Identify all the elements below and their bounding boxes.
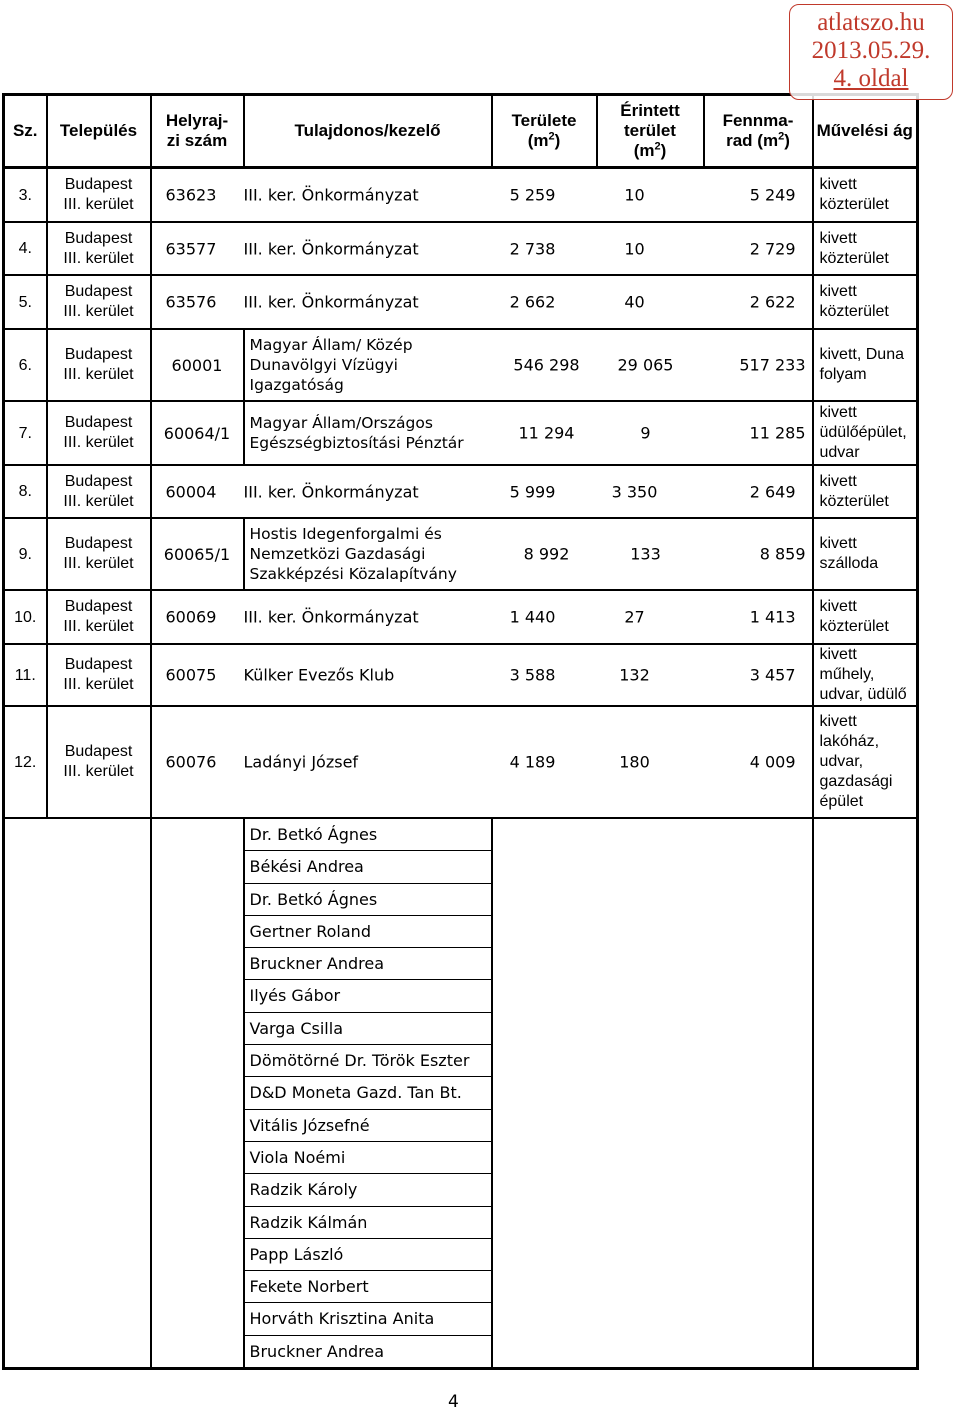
settlement-district: III. kerület: [63, 763, 134, 780]
row-number: 12.: [4, 706, 47, 818]
blank-cell: [151, 818, 244, 1369]
page-number: 4: [448, 1392, 459, 1412]
owner-line: Szakképzési Közalapítvány: [249, 565, 457, 583]
table-row: [4, 465, 918, 518]
row-values-strip: [151, 168, 813, 223]
row-values-strip: [151, 706, 813, 818]
watermark-line-site: atlatszo.hu: [817, 9, 925, 36]
co-owner-name: D&D Moneta Gazd. Tan Bt.: [245, 1077, 491, 1109]
cultivation-line: kivett: [819, 229, 857, 247]
affected-area-value: 40: [624, 292, 645, 312]
owner-line: Magyar Állam/Országos: [249, 414, 433, 432]
area-value: 546 298: [513, 355, 580, 375]
owner-name: III. ker. Önkormányzat: [243, 239, 419, 258]
owner-name: III. ker. Önkormányzat: [243, 607, 419, 627]
property-table: [2, 93, 919, 1370]
settlement-cell: [47, 644, 151, 706]
row-number: 11.: [4, 644, 47, 706]
cultivation-line: kivett: [819, 176, 857, 193]
settlement-city: Budapest: [64, 743, 133, 760]
row-number: 5.: [4, 275, 47, 329]
owner-name: III. ker. Önkormányzat: [243, 292, 419, 312]
row-number: 7.: [4, 401, 47, 465]
area-value: 11 294: [518, 423, 575, 443]
settlement-cell: [47, 401, 151, 465]
table-row: [4, 644, 918, 706]
owner-cell: [244, 329, 492, 401]
co-owner-name: Bruckner Andrea: [249, 1341, 385, 1361]
row-number: 8.: [4, 465, 47, 518]
owner-line: Hostis Idegenforgalmi és: [249, 525, 442, 543]
settlement-district: III. kerület: [63, 366, 134, 383]
cultivation-line: udvar,: [819, 753, 864, 770]
affected-area-value: 132: [619, 665, 650, 685]
owner-line: Egészségbiztosítási Pénztár: [249, 434, 464, 452]
owner-line: Igazgatóság: [249, 376, 344, 394]
table-row: [4, 706, 918, 818]
co-owners-row: [4, 818, 918, 1369]
owner-line: Dunavölgyi Vízügyi: [249, 356, 398, 374]
parcel-number: 60004: [165, 482, 217, 501]
co-owners-list: [244, 818, 492, 1369]
co-owner-name: Bruckner Andrea: [245, 948, 491, 980]
row-number: 10.: [4, 590, 47, 644]
table-row: [4, 401, 918, 465]
table-row: [4, 168, 918, 223]
cultivation-line: szálloda: [819, 555, 879, 572]
cultivation-line: udvar: [819, 444, 860, 461]
remaining-area-value: 5 249: [749, 185, 796, 205]
co-owner-name: Dr. Betkó Ágnes: [245, 819, 491, 851]
area-values-strip: [492, 401, 813, 465]
watermark-line-date: 2013.05.29.: [811, 37, 931, 64]
area-values-strip: [492, 518, 813, 590]
cultivation-cell: [813, 518, 918, 590]
row-number: 3.: [4, 168, 47, 223]
remaining-area-value: 2 622: [749, 292, 796, 312]
co-owner-name: Papp László: [245, 1239, 491, 1271]
cultivation-line: üdülőépület,: [819, 424, 907, 441]
header-telepules: Település: [47, 95, 151, 168]
cultivation-line: udvar, üdülő: [819, 686, 907, 703]
cultivation-line: kivett: [819, 598, 857, 615]
affected-area-value: 10: [624, 185, 645, 205]
area-value: 2 738: [509, 239, 556, 258]
remaining-area-value: 8 859: [759, 544, 806, 564]
cultivation-line: kivett: [819, 713, 857, 730]
area-value: 8 992: [523, 544, 570, 564]
cultivation-line: kivett: [819, 535, 857, 552]
co-owner-name: Varga Csilla: [245, 1013, 491, 1045]
cultivation-cell: [813, 706, 918, 818]
settlement-district: III. kerület: [63, 249, 134, 267]
settlement-cell: [47, 518, 151, 590]
settlement-cell: [47, 168, 151, 223]
blank-cell: [492, 818, 813, 1369]
parcel-number: 63576: [165, 292, 217, 312]
affected-area-value: 29 065: [617, 355, 674, 375]
area-value: 1 440: [509, 607, 556, 627]
settlement-district: III. kerület: [63, 303, 134, 320]
blank-cell: [4, 818, 47, 1369]
co-owner-name: Radzik Kálmán: [245, 1207, 491, 1239]
remaining-area-value: 2 649: [749, 482, 796, 501]
table-row: [4, 518, 918, 590]
co-owner-name: Dr. Betkó Ágnes: [245, 884, 491, 916]
settlement-district: III. kerület: [63, 196, 134, 213]
owner-name: III. ker. Önkormányzat: [243, 482, 419, 501]
remaining-area-value: 1 413: [749, 607, 796, 627]
row-number: 9.: [4, 518, 47, 590]
parcel-number: 63577: [165, 239, 217, 258]
settlement-district: III. kerület: [63, 618, 134, 635]
owner-cell: [244, 518, 492, 590]
cultivation-cell: [813, 401, 918, 465]
cultivation-line: kivett: [819, 472, 857, 490]
parcel-number: 60069: [165, 607, 217, 627]
parcel-number: 60076: [165, 752, 217, 772]
settlement-district: III. kerület: [63, 676, 134, 693]
owner-name: Külker Evezős Klub: [243, 665, 395, 685]
settlement-city: Budapest: [64, 346, 133, 363]
settlement-district: III. kerület: [63, 492, 134, 510]
parcel-number: 60064/1: [151, 401, 244, 465]
area-value: 2 662: [509, 292, 556, 312]
settlement-cell: [47, 329, 151, 401]
cultivation-line: folyam: [819, 366, 867, 383]
cultivation-line: közterület: [819, 303, 889, 320]
area-value: 3 588: [509, 665, 556, 685]
settlement-district: III. kerület: [63, 555, 134, 572]
co-owner-name: Radzik Károly: [245, 1174, 491, 1206]
owner-line: Magyar Állam/ Közép: [249, 336, 413, 354]
co-owner-name: Viola Noémi: [245, 1142, 491, 1174]
table-row: [4, 222, 918, 275]
co-owner-name: Fekete Norbert: [245, 1271, 491, 1303]
remaining-area-value: 2 729: [749, 239, 796, 258]
header-terulete: Területe $(m^2)$: [492, 95, 597, 168]
area-value: 5 999: [509, 482, 556, 501]
affected-area-value: 9: [640, 423, 651, 443]
header-muvelesi: Művelési ág: [813, 95, 918, 168]
settlement-city: Budapest: [64, 283, 133, 300]
cultivation-line: közterület: [819, 196, 889, 213]
header-fennmarad: Fennma- rad $(m^2)$: [704, 95, 813, 168]
co-owner-name: Vitális Józsefné: [245, 1110, 491, 1142]
area-value: 5 259: [509, 185, 556, 205]
parcel-number: 63623: [165, 185, 217, 205]
settlement-city: Budapest: [64, 229, 133, 247]
co-owner-name: Dömötörné Dr. Török Eszter: [245, 1045, 491, 1077]
settlement-cell: [47, 465, 151, 518]
cultivation-line: műhely,: [819, 666, 875, 683]
affected-area-value: 27: [624, 607, 645, 627]
row-values-strip: [151, 465, 813, 518]
settlement-cell: [47, 275, 151, 329]
settlement-cell: [47, 590, 151, 644]
affected-area-value: 3 350: [611, 482, 658, 501]
blank-cell: [813, 818, 918, 1369]
watermark-line-page: 4. oldal: [833, 65, 909, 92]
cultivation-line: közterület: [819, 249, 889, 267]
table-header-row: [4, 95, 918, 168]
cultivation-line: kivett: [819, 404, 857, 421]
affected-area-value: 133: [630, 544, 661, 564]
watermark-stamp: [789, 4, 953, 100]
row-number: 6.: [4, 329, 47, 401]
cultivation-cell: [813, 275, 918, 329]
area-value: 4 189: [509, 752, 556, 772]
cultivation-line: kivett, Duna: [819, 346, 904, 363]
row-number: 4.: [4, 222, 47, 275]
header-tulajdonos: Tulajdonos/kezelő: [244, 95, 492, 168]
cultivation-cell: [813, 590, 918, 644]
cultivation-cell: [813, 168, 918, 223]
remaining-area-value: 3 457: [749, 665, 796, 685]
cultivation-line: közterület: [819, 618, 889, 635]
parcel-number: 60065/1: [151, 518, 244, 590]
settlement-city: Budapest: [64, 414, 133, 431]
cultivation-cell: [813, 329, 918, 401]
settlement-city: Budapest: [64, 535, 133, 552]
row-values-strip: [151, 222, 813, 275]
settlement-city: Budapest: [64, 656, 133, 673]
remaining-area-value: 11 285: [749, 423, 806, 443]
co-owner-name: Gertner Roland: [245, 916, 491, 948]
cultivation-cell: [813, 222, 918, 275]
co-owner-name: Horváth Krisztina Anita: [245, 1303, 491, 1335]
settlement-city: Budapest: [64, 472, 133, 490]
cultivation-line: gazdasági: [819, 773, 893, 790]
co-owner-name: Ilyés Gábor: [245, 980, 491, 1012]
cultivation-cell: [813, 644, 918, 706]
blank-cell: [47, 818, 151, 1369]
owner-name: III. ker. Önkormányzat: [243, 185, 419, 205]
area-values-strip: [492, 329, 813, 401]
header-helyrajzi: Helyraj- zi szám: [151, 95, 244, 168]
owner-line: Nemzetközi Gazdasági: [249, 545, 426, 563]
affected-area-value: 180: [619, 752, 650, 772]
affected-area-value: 10: [624, 239, 645, 258]
row-values-strip: [151, 590, 813, 644]
cultivation-cell: [813, 465, 918, 518]
cultivation-line: lakóház,: [819, 733, 880, 750]
owner-cell: [244, 401, 492, 465]
settlement-district: III. kerület: [63, 434, 134, 451]
remaining-area-value: 517 233: [739, 355, 806, 375]
header-sz: Sz.: [4, 95, 47, 168]
table-row: [4, 275, 918, 329]
cultivation-line: kivett: [819, 283, 857, 300]
cultivation-line: közterület: [819, 492, 889, 510]
row-values-strip: [151, 275, 813, 329]
owner-name: Ladányi József: [243, 752, 359, 772]
settlement-cell: [47, 706, 151, 818]
co-owner-name: Békési Andrea: [245, 851, 491, 883]
parcel-number: 60001: [151, 329, 244, 401]
header-erintett: Érintett terület $(m^2)$: [597, 95, 704, 168]
row-values-strip: [151, 644, 813, 706]
cultivation-line: épület: [819, 793, 864, 810]
table-row: [4, 329, 918, 401]
cultivation-line: kivett: [819, 646, 857, 663]
remaining-area-value: 4 009: [749, 752, 796, 772]
settlement-cell: [47, 222, 151, 275]
parcel-number: 60075: [165, 665, 217, 685]
settlement-city: Budapest: [64, 598, 133, 615]
settlement-city: Budapest: [64, 176, 133, 193]
table-row: [4, 590, 918, 644]
